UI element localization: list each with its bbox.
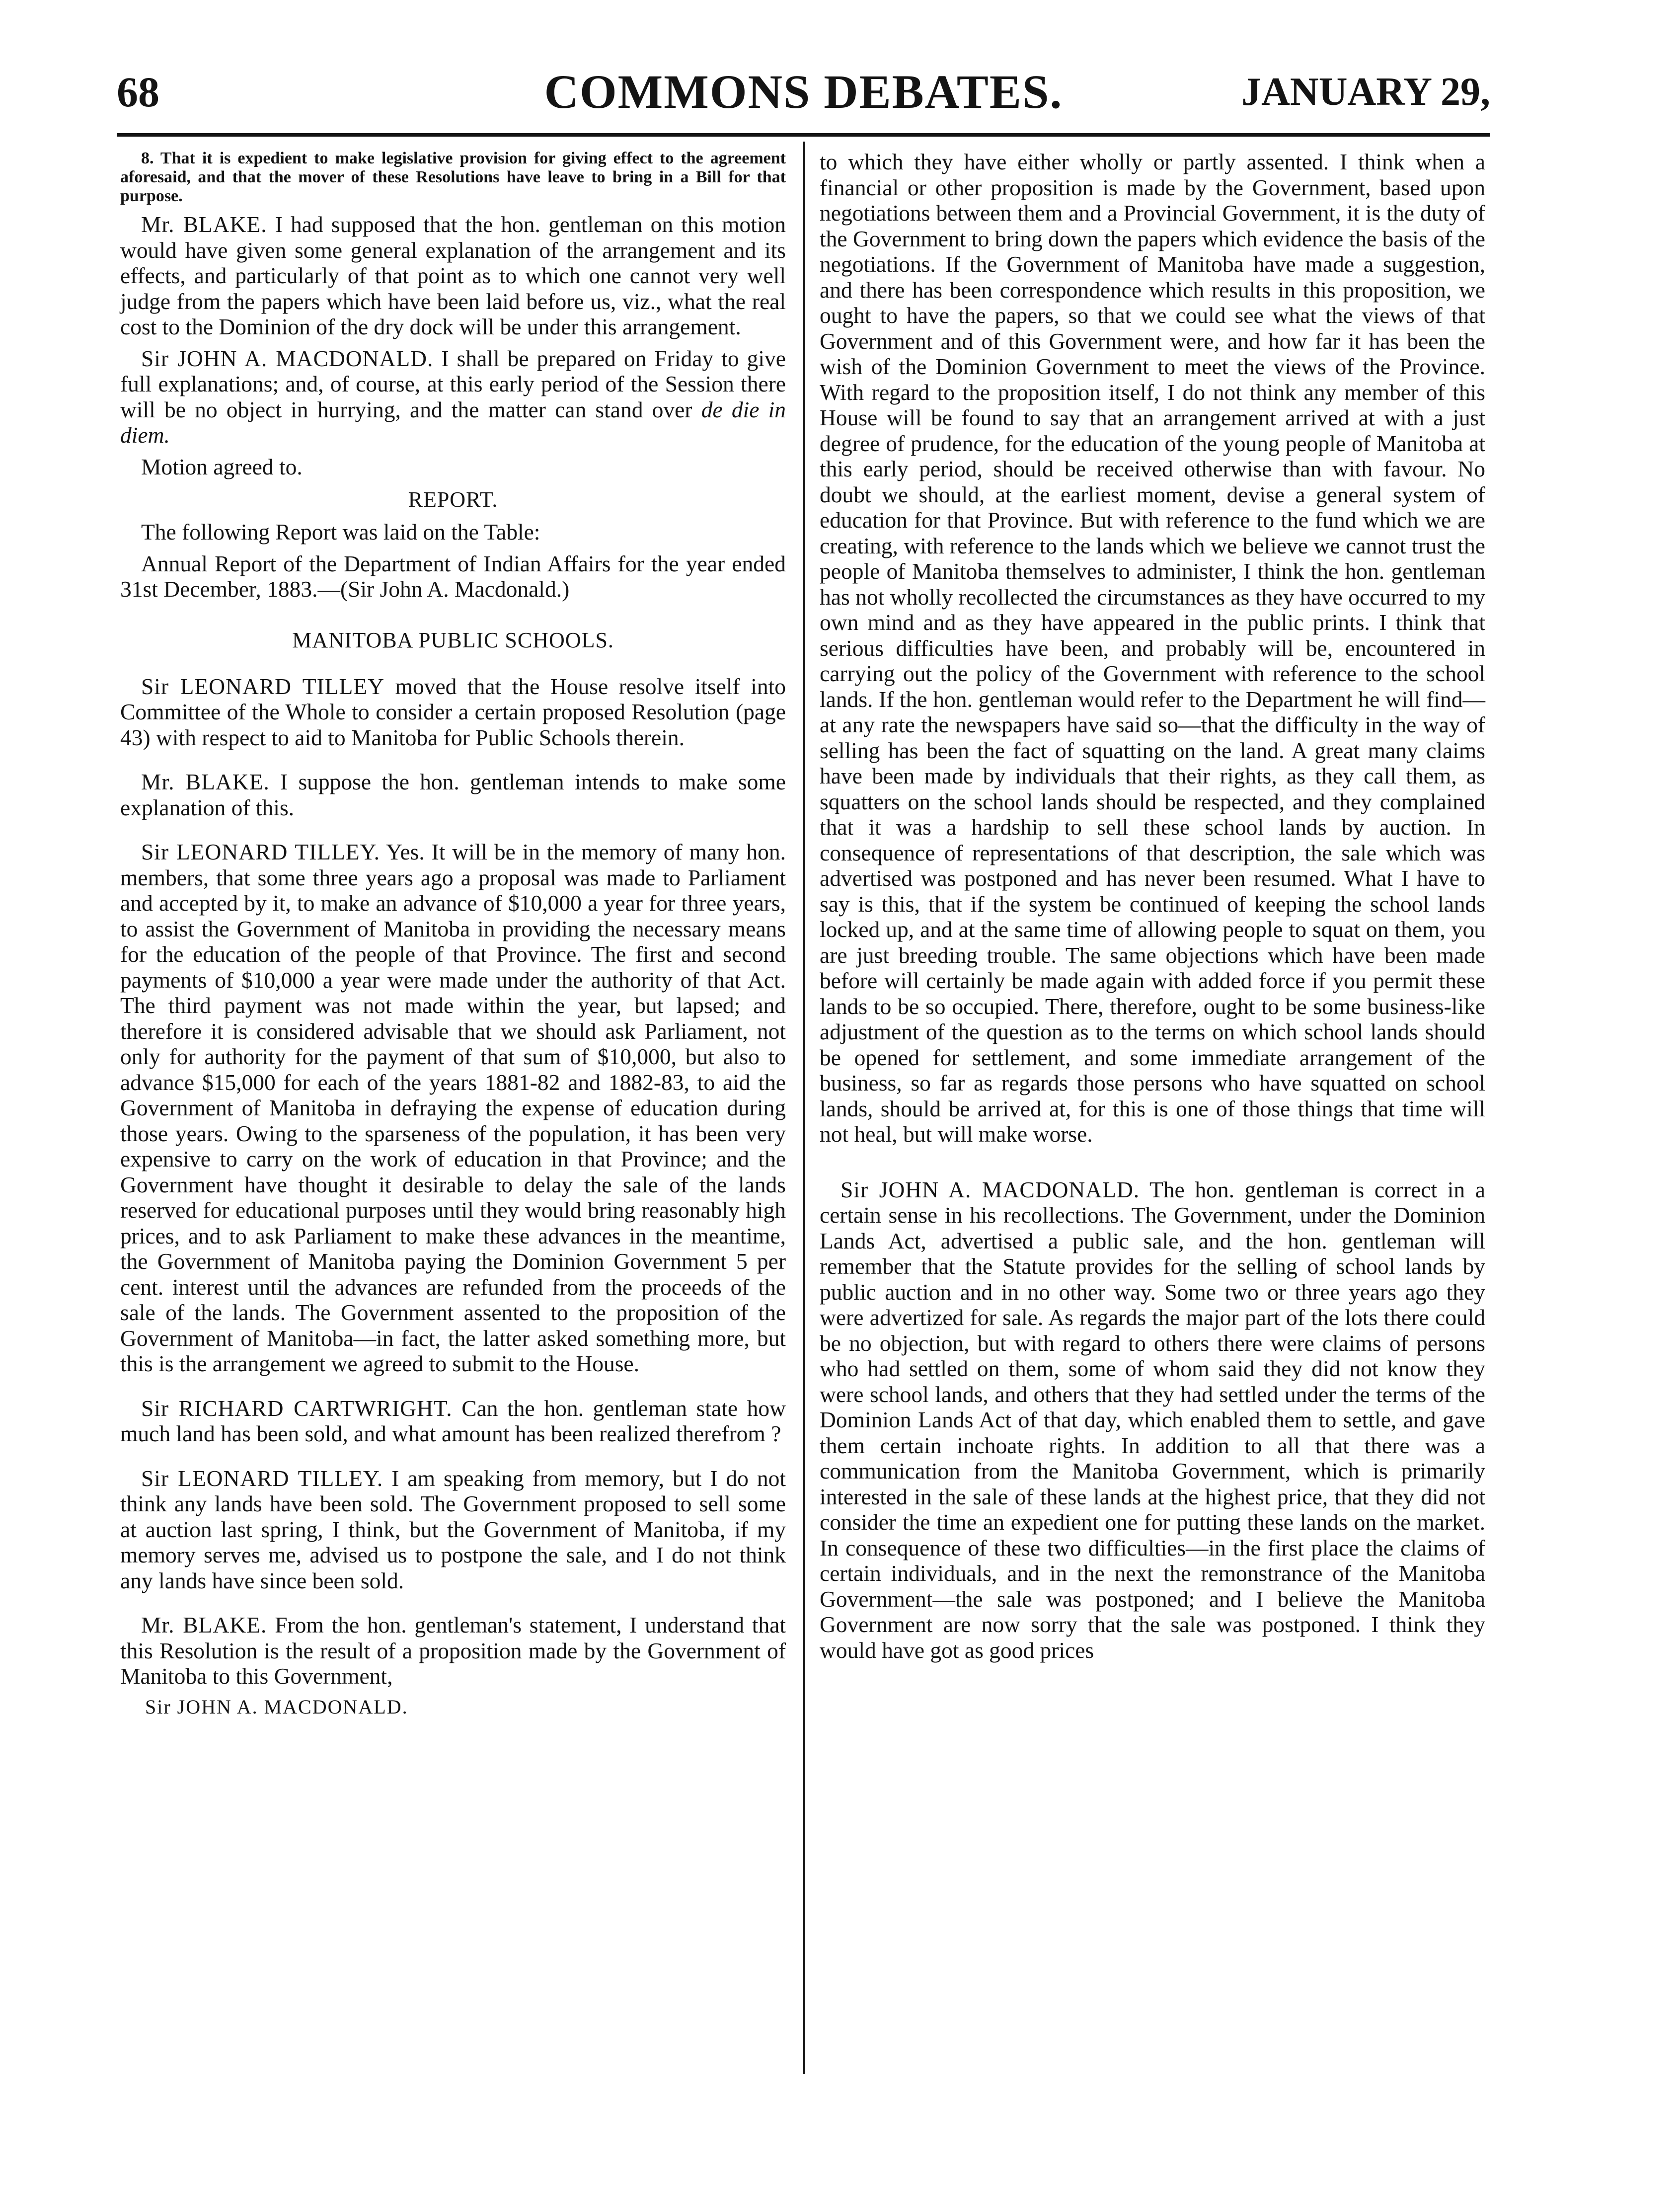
column-divider — [803, 142, 805, 2074]
latin-phrase: de die in diem. — [120, 396, 786, 448]
tilley-motion — [120, 674, 786, 751]
resolution-8: 8. That it is expedient to make legislative provision for giving effect to the agreement aforesaid, and that the mover of these Resolutions have leave to bring in a Bill for that purpose. — [120, 149, 786, 205]
macdonald-remark-2 — [820, 1177, 1485, 1663]
blake-remark-2 — [120, 769, 786, 820]
report-intro: The following Report was laid on the Table: — [141, 519, 540, 545]
speaker-name: Sir LEONARD TILLEY — [141, 673, 384, 699]
speaker-name: Sir JOHN A. MACDONALD. — [141, 345, 434, 371]
blake-remark-3 — [120, 1612, 786, 1689]
macdonald-remark-1 — [120, 346, 786, 448]
left-column — [120, 149, 786, 1719]
speech-text: From the hon. gentleman's statement, I understand that this Resolution is the result of a proposition made by the Government of Manitoba to this Government, — [120, 1612, 786, 1689]
next-speaker-catchword: Sir JOHN A. MACDONALD. — [145, 1695, 408, 1718]
section-heading-report: REPORT. — [408, 487, 498, 512]
blake-remark-1 — [120, 212, 786, 340]
speaker-name: Mr. BLAKE. — [141, 769, 270, 794]
section-heading-schools: MANITOBA PUBLIC SCHOOLS. — [292, 627, 614, 652]
speaker-name: Sir JOHN A. MACDONALD. — [840, 1176, 1140, 1202]
speech-text: I had supposed that the hon. gentleman on this motion would have given some general explanation of the arrangement and its effects, and particularly of that point as to which one cannot very well judge from the papers which have been laid before us, viz., what the real cost to the Dominion of the dry dock will be under this arrangement. — [120, 212, 786, 339]
page-title: COMMONS DEBATES. — [544, 65, 1063, 118]
speech-text: I suppose the hon. gentleman intends to make some explanation of this. — [120, 769, 786, 820]
page-date: JANUARY 29, — [1241, 70, 1490, 114]
tilley-remark-3 — [120, 1466, 786, 1594]
header-rule — [117, 133, 1490, 137]
speech-text: moved that the House resolve itself into Committee of the Whole to consider a certain proposed Resolution (page 43) with respect to aid to Manitoba for Public Schools therein. — [120, 673, 786, 750]
page-header — [117, 65, 1490, 124]
speech-text: I am speaking from memory, but I do not think any lands have been sold. The Government proposed to sell some at auction last spring, I think, but the Government of Manitoba, if my memory serves me, advised us to postpone the sale, and I do not think any lands have since been sold. — [120, 1465, 786, 1593]
speech-text: The hon. gentleman is correct in a certain sense in his recollections. The Government, under the Dominion Lands Act, advertised a public sale, and the hon. gentleman will remember that the Statute provides for the selling of school lands by public auction and in no other way. Some two or three years ago they were advertized for sale. As regards the major part of the lots there could be no objection, but with regard to others there were claims of persons who had settled on them, some of whom said they did not know they were school lands, and others that they had settled under the terms of the Dominion Lands Act of that day, which enabled them to settle, and gave them certain inchoate rights. In addition to all that there was a communication from the Manitoba Government, which is primarily interested in the sale of these lands at the highest price, that they did not consider the time an expedient one for putting these lands on the market. In consequence of these two difficulties—in the first place the claims of certain individuals, and in the next the remonstrance of the Manitoba Government—the sale was postponed; and I believe the Manitoba Government are now sorry that the sale was postponed. I think they would have got as good prices — [820, 1176, 1485, 1663]
speech-text: I shall be prepared on Friday to give full explanations; and, of course, at this early period of the Session there will be no object in hurrying, and the matter can stand over — [120, 345, 786, 422]
report-item: Annual Report of the Department of Indian Affairs for the year ended 31st December, 1883.—(Sir John A. Macdonald.) — [120, 550, 786, 602]
speaker-name: Sir LEONARD TILLEY. — [141, 839, 381, 864]
speaker-name: Sir RICHARD CARTWRIGHT. — [141, 1395, 453, 1421]
page-number: 68 — [117, 68, 159, 116]
speaker-name: Mr. BLAKE. — [141, 212, 267, 237]
speech-text: Can the hon. gentleman state how much land has been sold, and what amount has been realized therefrom ? — [120, 1395, 786, 1446]
speaker-name: Sir LEONARD TILLEY. — [141, 1465, 383, 1491]
motion-result: Motion agreed to. — [141, 454, 303, 479]
speaker-name: Mr. BLAKE. — [141, 1612, 267, 1638]
cartwright-remark — [120, 1396, 786, 1447]
right-column — [820, 149, 1485, 1669]
blake-remark-3-continued: to which they have either wholly or partly assented. I think when a financial or other proposition is made by the Government, based upon negotiations between them and a Provincial Government, it is the duty of the Government to bring down the papers which evidence the basis of the negotiations. If the Government of Manitoba have made a suggestion, and there has been correspondence which results in this proposition, we ought to have the papers, so that we could see what the views of that Government and of this Government were, and how far it has been the wish of the Dominion Government to meet the views of the Province. With regard to the proposition itself, I do not think any member of this House will be found to say that an arrangement arrived at with a just degree of prudence, for the education of the young people of Manitoba at this early period, should be received otherwise than with favour. No doubt we should, at the earliest moment, devise a general system of education for that Province. But with reference to the fund which we are creating, with reference to the lands which we believe we cannot trust the people of Manitoba themselves to administer, I think the hon. gentleman has not wholly recollected the circumstances as they have occurred to my own mind and as they have appeared in the public prints. I think that serious difficulties have been, and probably will be, encountered in carrying out the policy of the Government with reference to the school lands. If the hon. gentleman would refer to the Department he will find—at any rate the newspapers have said so—that the difficulty in the way of selling has been the fact of squatting on the land. A great many claims have been made by individuals that their rights, as they call them, as squatters on the school lands should be respected, and they complained that it was a hardship to sell these school lands by auction. In consequence of representations of that description, the sale which was advertised was postponed and has never been resumed. What I have to say is this, that if the system be continued of keeping the school lands locked up, and at the same time of allowing people to squat on them, you are just breeding trouble. The same objections which have been made before will certainly be made again with added force if you permit these lands to be so occupied. There, therefore, ought to be some business-like adjustment of the question as to the terms on which school lands should be opened for settlement, and some immediate arrangement of the business, so far as regards those persons who have squatted on school lands, should be arrived at, for this is one of those things that time will not heal, but will make worse. — [820, 149, 1485, 1147]
tilley-remark-2 — [120, 839, 786, 1377]
speech-text: Yes. It will be in the memory of many hon. members, that some three years ago a proposal was made to Parliament and accepted by it, to make an advance of $10,000 a year for three years, to assist the Government of Manitoba in providing the necessary means for the education of the people of that Province. The first and second payments of $10,000 a year were made under the authority of that Act. The third payment was not made within the year, but lapsed; and therefore it is considered advisable that we should ask Parliament, not only for authority for the payment of that sum of $10,000, but also to advance $15,000 for each of the years 1881-82 and 1882-83, to aid the Government of Manitoba in defraying the expense of education during those years. Owing to the sparseness of the population, it has been very expensive to carry on the work of education in that Province; and the Government have thought it desirable to delay the sale of the lands reserved for educational purposes until they would bring reasonably high prices, and to ask Parliament to make these advances in the meantime, the Government of Manitoba paying the Dominion Government 5 per cent. interest until the advances are refunded from the proceeds of the sale of the lands. The Government assented to the proposition of the Government of Manitoba—in fact, the latter asked something more, but this is the arrangement we agreed to submit to the House. — [120, 839, 786, 1376]
